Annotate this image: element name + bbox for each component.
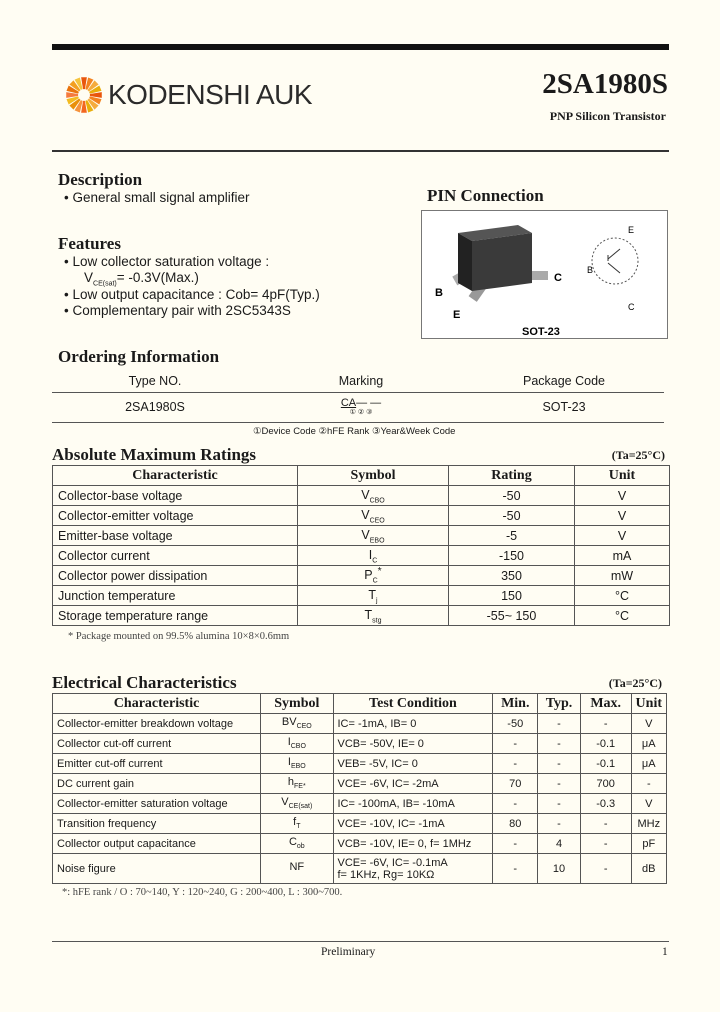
ec-header: Typ. xyxy=(538,694,581,714)
table-row: Transition frequency $f_T$ VCE= -10V, IC= -1mA 80 - - MHz xyxy=(53,814,667,834)
ordering-marking: CA— — ① ② ③ xyxy=(340,397,382,416)
feature-item: • Low output capacitance : Cob= 4pF(Typ.) xyxy=(64,287,320,302)
table-row: Emitter cut-off current $I_{EBO}$ VEB= -5V, IC= 0 - - -0.1 μA xyxy=(53,754,667,774)
feature-item: • Low collector saturation voltage : xyxy=(64,254,270,269)
ordering-package-code: SOT-23 xyxy=(542,400,586,414)
feature-item-value: $V_{CE(sat)}= -0.3V(Max.)$ xyxy=(84,270,199,288)
table-row: DC current gain $h_{FE*}$ VCE= -6V, IC= -2mA 70 - 700 - xyxy=(53,774,667,794)
amr-header: Symbol xyxy=(298,466,449,486)
pin-label-c: C xyxy=(554,272,562,284)
table-row: Storage temperature range $T_{stg}$ -55~ 150 °C xyxy=(53,606,670,626)
ec-header: Characteristic xyxy=(53,694,261,714)
amr-title: Absolute Maximum Ratings xyxy=(52,445,257,464)
footer-status: Preliminary xyxy=(321,946,376,958)
ec-title: Electrical Characteristics xyxy=(52,673,237,692)
amr-condition: (Ta=25°C) xyxy=(611,448,665,462)
table-row: Collector-emitter voltage $V_{CEO}$ -50 V xyxy=(53,506,670,526)
ordering-header: Type NO. xyxy=(128,373,182,388)
pin-label-b: B xyxy=(435,287,443,299)
pin-label-e: E xyxy=(453,309,461,321)
kodenshi-logo-icon xyxy=(64,75,104,120)
description-item: • General small signal amplifier xyxy=(64,190,250,205)
ec-condition: (Ta=25°C) xyxy=(608,676,662,690)
symbol-label-e: E xyxy=(628,225,635,235)
ec-header: Min. xyxy=(493,694,538,714)
top-rule xyxy=(52,44,669,50)
table-row: Collector cut-off current $I_{CBO}$ VCB= -50V, IE= 0 - - -0.1 μA xyxy=(53,734,667,754)
ec-header: Unit xyxy=(631,694,666,714)
ec-note: *: hFE rank / O : 70~140, Y : 120~240, G : 200~400, L : 300~700. xyxy=(62,887,343,898)
symbol-label-c: C xyxy=(628,302,635,312)
amr-table xyxy=(52,465,670,626)
table-row: Collector-emitter saturation voltage $V_{CE(sat)}$ IC= -100mA, IB= -10mA - - -0.3 V xyxy=(53,794,667,814)
ec-header: Test Condition xyxy=(333,694,493,714)
ordering-title: Ordering Information xyxy=(58,347,220,366)
ordering-table xyxy=(52,370,664,423)
part-type: PNP Silicon Transistor xyxy=(549,109,666,123)
ec-header: Symbol xyxy=(261,694,333,714)
symbol-label-b: B xyxy=(587,265,594,275)
table-row: Collector output capacitance $C_{ob}$ VCB= -10V, IE= 0, f= 1MHz - 4 - pF xyxy=(53,834,667,854)
amr-header: Unit xyxy=(575,466,670,486)
table-row: Collector current $I_C$ -150 mA xyxy=(53,546,670,566)
page-number: 1 xyxy=(662,946,668,958)
ec-header: Max. xyxy=(580,694,631,714)
sot23-package-icon xyxy=(422,211,667,338)
brand-name: KODENSHI AUK xyxy=(108,79,313,110)
ordering-header: Package Code xyxy=(522,373,605,388)
table-row: Noise figure NF VCE= -6V, IC= -0.1mA f= 1KHz, Rg= 10KΩ - 10 - dB xyxy=(53,854,667,884)
features-title: Features xyxy=(58,234,121,253)
ec-table xyxy=(52,693,667,884)
ordering-note: ①Device Code ②hFE Rank ③Year&Week Code xyxy=(253,426,456,437)
table-row: Emitter-base voltage $V_{EBO}$ -5 V xyxy=(53,526,670,546)
description-title: Description xyxy=(58,170,143,189)
pin-diagram xyxy=(421,210,668,339)
table-row: Collector power dissipation $P_C^*$ 350 mW xyxy=(53,566,670,586)
ordering-type-no: 2SA1980S xyxy=(125,400,185,414)
feature-item: • Complementary pair with 2SC5343S xyxy=(64,303,291,318)
table-row: Junction temperature $T_j$ 150 °C xyxy=(53,586,670,606)
amr-header: Rating xyxy=(449,466,575,486)
ordering-header: Marking xyxy=(338,373,384,388)
pin-title: PIN Connection xyxy=(427,186,544,205)
table-row: Collector-base voltage $V_{CBO}$ -50 V xyxy=(53,486,670,506)
table-row: Collector-emitter breakdown voltage $BV_{CEO}$ IC= -1mA, IB= 0 -50 - - V xyxy=(53,714,667,734)
footer-rule xyxy=(52,941,669,942)
header-rule xyxy=(52,150,669,152)
package-label: SOT-23 xyxy=(522,326,560,338)
amr-note: * Package mounted on 99.5% alumina 10×8×0.6mm xyxy=(68,631,290,642)
part-number: 2SA1980S xyxy=(542,68,668,100)
amr-header: Characteristic xyxy=(53,466,298,486)
